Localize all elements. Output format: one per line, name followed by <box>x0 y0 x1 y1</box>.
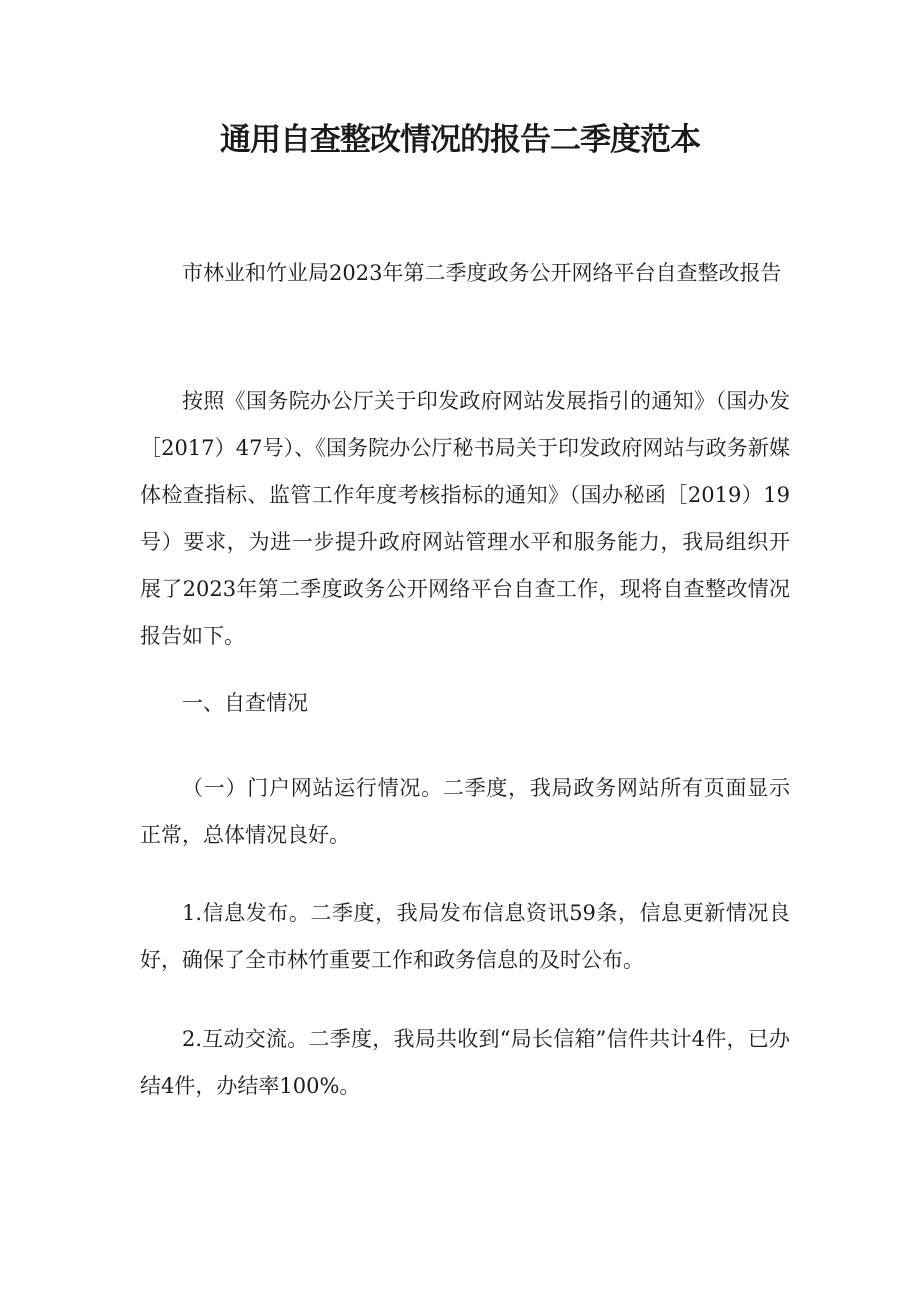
info-release-paragraph: 1.信息发布。二季度，我局发布信息资讯59条，信息更新情况良好，确保了全市林竹重要工作和政务信息的及时公布。 <box>140 901 790 972</box>
section-heading-self-check: 一、自查情况 <box>182 691 308 715</box>
portal-operation-paragraph: （一）门户网站运行情况。二季度，我局政务网站所有页面显示正常，总体情况良好。 <box>140 776 790 847</box>
report-heading-paragraph: 市林业和竹业局2023年第二季度政务公开网络平台自查整改报告 <box>182 261 782 285</box>
interaction-paragraph: 2.互动交流。二季度，我局共收到“局长信箱”信件共计4件，已办结4件，办结率100%。 <box>140 1027 790 1098</box>
document-title: 通用自查整改情况的报告二季度范本 <box>220 122 700 158</box>
basis-paragraph: 按照《国务院办公厅关于印发政府网站发展指引的通知》（国办发［2017）47号）、《国务院办公厅秘书局关于印发政府网站与政务新媒体检查指标、监管工作年度考核指标的通知》（国办秘函［2019）19号）要求，为进一步提升政府网站管理水平和服务能力，我局组织开展了2023年第二季度政务公开网络平台自查工作，现将自查整改情况报告如下。 <box>140 389 790 648</box>
